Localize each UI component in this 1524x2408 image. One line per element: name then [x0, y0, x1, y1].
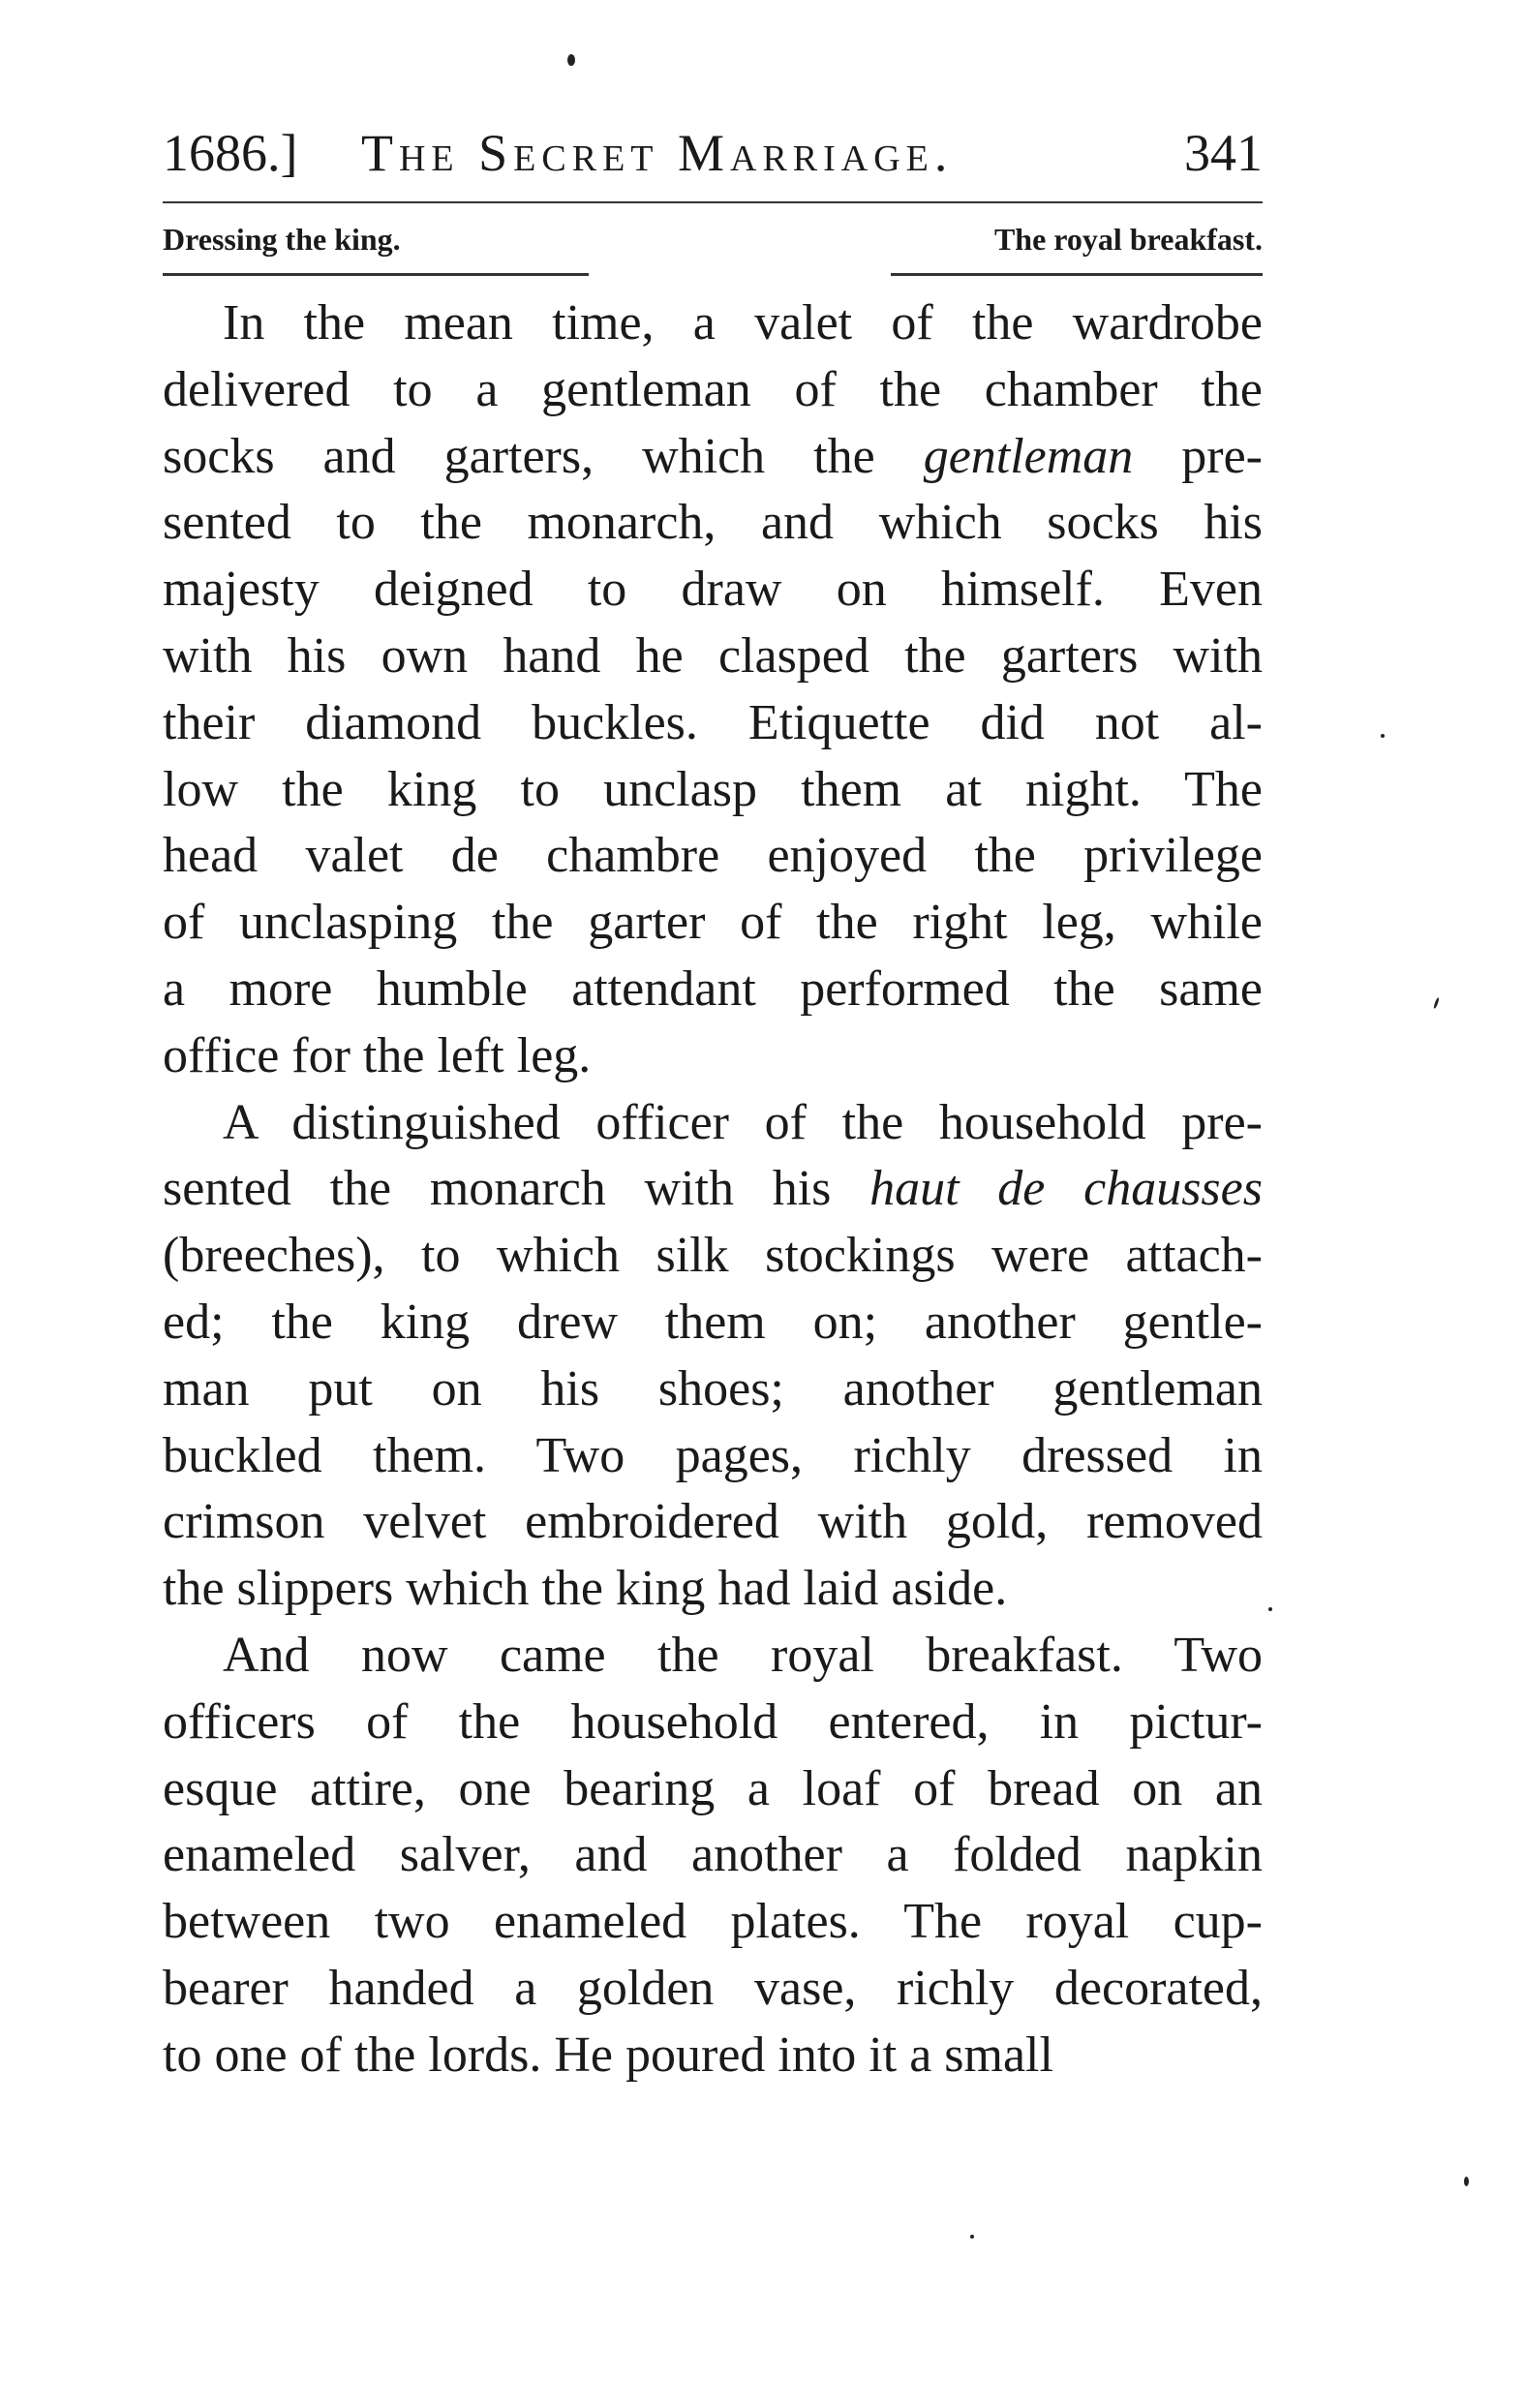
text-line: with his own hand he clasped the garters with [163, 627, 1263, 684]
header-date: 1686.] [163, 124, 298, 182]
text-line: In the mean time, a valet of the wardrobe [223, 295, 1263, 351]
text-line: And now came the royal breakfast. Two [223, 1627, 1263, 1683]
text-line: bearer handed a golden vase, richly decorated, [163, 1960, 1263, 2016]
text-line: buckled them. Two pages, richly dressed in [163, 1427, 1263, 1483]
subheader-left: Dressing the king. [163, 222, 401, 257]
text-line: of unclasping the garter of the right leg, while [163, 895, 1263, 951]
header-title: The Secret Marriage. [361, 124, 954, 182]
text-line: a more humble attendant performed the same [163, 960, 1263, 1017]
text-line: officers of the household entered, in pictur- [163, 1693, 1263, 1750]
running-header [163, 114, 1263, 192]
text-line: office for the left leg. [163, 1027, 592, 1083]
paragraph [163, 1623, 1263, 2089]
text-line: head valet de chambre enjoyed the privilege [163, 828, 1263, 884]
text-line: delivered to a gentleman of the chamber the [163, 361, 1263, 417]
subheader-rule-right [891, 273, 1263, 276]
text-line: to one of the lords. He poured into it a small [163, 2027, 1053, 2083]
text-line: (breeches), to which silk stockings were attach- [163, 1228, 1263, 1284]
subheader-right: The royal breakfast. [993, 222, 1263, 257]
header-rule [163, 201, 1263, 203]
print-speck [1464, 2177, 1469, 2186]
text-line: ed; the king drew them on; another gentle- [163, 1294, 1263, 1350]
text-line: their diamond buckles. Etiquette did not al- [163, 694, 1263, 750]
paragraph [163, 290, 1263, 1090]
text-line: crimson velvet embroidered with gold, removed [163, 1494, 1263, 1550]
page-number: 341 [1184, 124, 1263, 182]
text-line: low the king to unclasp them at night. The [163, 761, 1263, 817]
subheader [163, 215, 1263, 263]
text-line: socks and garters, which the gentleman pre- [163, 428, 1264, 484]
print-speck [567, 54, 575, 66]
text-line: between two enameled plates. The royal cup- [163, 1894, 1263, 1950]
subheader-rule-left [163, 273, 589, 276]
print-speck [970, 2235, 974, 2239]
text-line: A distinguished officer of the household pre- [223, 1094, 1263, 1150]
text-line: sented the monarch with his haut de chausses [163, 1161, 1263, 1217]
text-line: the slippers which the king had laid aside. [163, 1561, 1008, 1617]
text-line: majesty deigned to draw on himself. Even [163, 562, 1263, 618]
text-line: enameled salver, and another a folded napkin [163, 1827, 1263, 1883]
text-line: sented to the monarch, and which socks his [163, 495, 1263, 551]
text-line: man put on his shoes; another gentleman [163, 1360, 1263, 1417]
print-speck [1381, 734, 1385, 738]
text-line: esque attire, one bearing a loaf of bread on an [163, 1760, 1263, 1816]
print-speck [1268, 1607, 1272, 1611]
body-text [163, 290, 1263, 2089]
print-speck [1433, 997, 1440, 1009]
paragraph [163, 1090, 1263, 1623]
